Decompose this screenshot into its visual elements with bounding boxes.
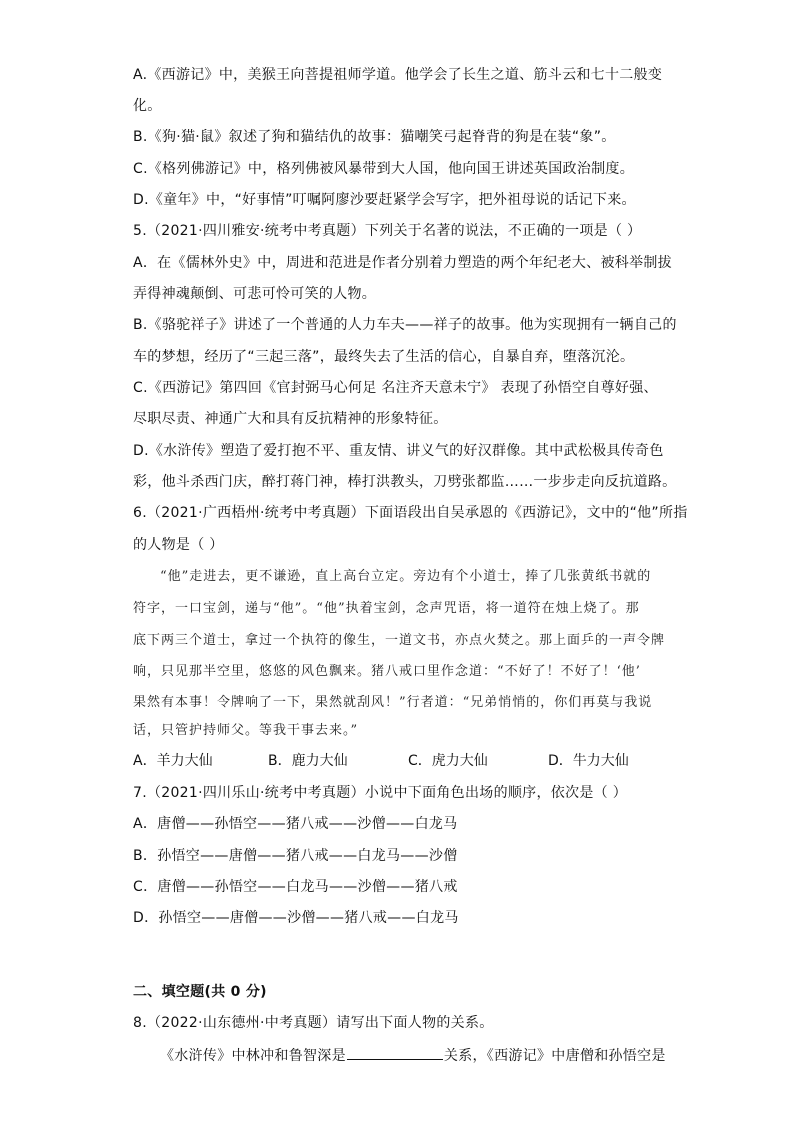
q7-stem: 7.（2021·四川乐山·统考中考真题）小说中下面角色出场的顺序，依次是（ ） xyxy=(133,785,628,801)
q5-option-d-line2: 彩，他斗杀西门庆，醉打蒋门神，棒打洪教头，刀劈张都监……一步步走向反抗道路。 xyxy=(133,474,677,490)
q6-stem-line2: 的人物是（ ） xyxy=(133,537,224,553)
q7-option-a: A．唐僧——孙悟空——猪八戒——沙僧——白龙马 xyxy=(133,816,458,832)
q6-option-a: A．羊力大仙 xyxy=(133,753,213,769)
q8-text-part1: 《水浒传》中林冲和鲁智深是 xyxy=(160,1048,346,1064)
q5-option-d-line1: D.《水浒传》塑造了爱打抱不平、重友情、讲义气的好汉群像。其中武松极具传奇色 xyxy=(133,443,664,459)
section-title: 二、填空题(共 0 分) xyxy=(133,984,267,1000)
q8-text-part2: 关系，《西游记》中唐僧和孙悟空是 xyxy=(443,1048,666,1064)
q5-option-a-line2: 弄得神魂颠倒、可悲可怜可笑的人物。 xyxy=(133,286,377,302)
q5-option-c-line1: C.《西游记》第四回《官封弼马心何足 名注齐天意未宁》 表现了孙悟空自尊好强、 xyxy=(133,380,658,396)
q4-option-d: D.《童年》中，“好事情”叮嘱阿廖沙要赶紧学会写字，把外祖母说的话记下来。 xyxy=(133,192,636,208)
q4-option-c: C.《格列佛游记》中，格列佛被风暴带到大人国，他向国王讲述英国政治制度。 xyxy=(133,161,635,177)
q8-fill-line xyxy=(160,1045,666,1065)
q4-option-a-line1: A.《西游记》中，美猴王向菩提祖师学道。他学会了长生之道、筋斗云和七十二般变 xyxy=(133,67,663,83)
q5-option-b-line1: B.《骆驼祥子》讲述了一个普通的人力车夫——祥子的故事。他为实现拥有一辆自己的 xyxy=(133,317,677,333)
q6-passage-line: 果然有本事！令牌响了一下，果然就刮风！”行者道：“兄弟悄悄的，你们再莫与我说 xyxy=(133,695,653,710)
q5-option-a-line1: A．在《儒林外史》中，周进和范进是作者分别着力塑造的两个年纪老大、被科举制拔 xyxy=(133,255,672,271)
q5-stem: 5.（2021·四川雅安·统考中考真题）下列关于名著的说法，不正确的一项是（ ） xyxy=(133,223,642,239)
q6-passage-line: 响，只见那半空里，悠悠的风色飘来。猪八戒口里作念道：“不好了！不好了！‘他’ xyxy=(133,664,641,679)
q4-option-a-line2: 化。 xyxy=(133,98,162,114)
answer-blank[interactable] xyxy=(347,1045,443,1060)
q4-option-b: B.《狗·猫·鼠》叙述了狗和猫结仇的故事：猫嘲笑弓起脊背的狗是在装“象”。 xyxy=(133,129,616,145)
q6-passage-line: “他”走进去，更不谦逊，直上高台立定。旁边有个小道士，捧了几张黄纸书就的 xyxy=(160,569,652,584)
q6-passage-line: 话，只管护持师父。等我干事去来。” xyxy=(133,723,359,738)
q7-option-c: C．唐僧——孙悟空——白龙马——沙僧——猪八戒 xyxy=(133,879,458,895)
q6-passage-line: 底下两三个道士，拿过一个执符的像生，一道文书，亦点火焚之。那上面乒的一声令牌 xyxy=(133,633,666,648)
q5-option-b-line2: 车的梦想，经历了“三起三落”，最终失去了生活的信心，自暴自弃，堕落沉沦。 xyxy=(133,349,635,365)
q8-stem: 8.（2022·山东德州·中考真题）请写出下面人物的关系。 xyxy=(133,1015,494,1031)
q6-passage-line: 符字，一口宝剑，递与“他”。“他”执着宝剑，念声咒语，将一道符在烛上烧了。那 xyxy=(133,601,640,616)
q7-option-d: D．孙悟空——唐僧——沙僧——猪八戒——白龙马 xyxy=(133,910,459,926)
q6-option-d: D．牛力大仙 xyxy=(548,753,629,769)
q6-stem-line1: 6.（2021·广西梧州·统考中考真题）下面语段出自吴承恩的《西游记》，文中的“他”所指 xyxy=(133,505,688,521)
q7-option-b: B．孙悟空——唐僧——猪八戒——白龙马——沙僧 xyxy=(133,848,458,864)
q6-option-c: C．虎力大仙 xyxy=(408,753,488,769)
q6-option-b: B．鹿力大仙 xyxy=(268,753,348,769)
q5-option-c-line2: 尽职尽责、神通广大和具有反抗精神的形象特征。 xyxy=(133,411,448,427)
